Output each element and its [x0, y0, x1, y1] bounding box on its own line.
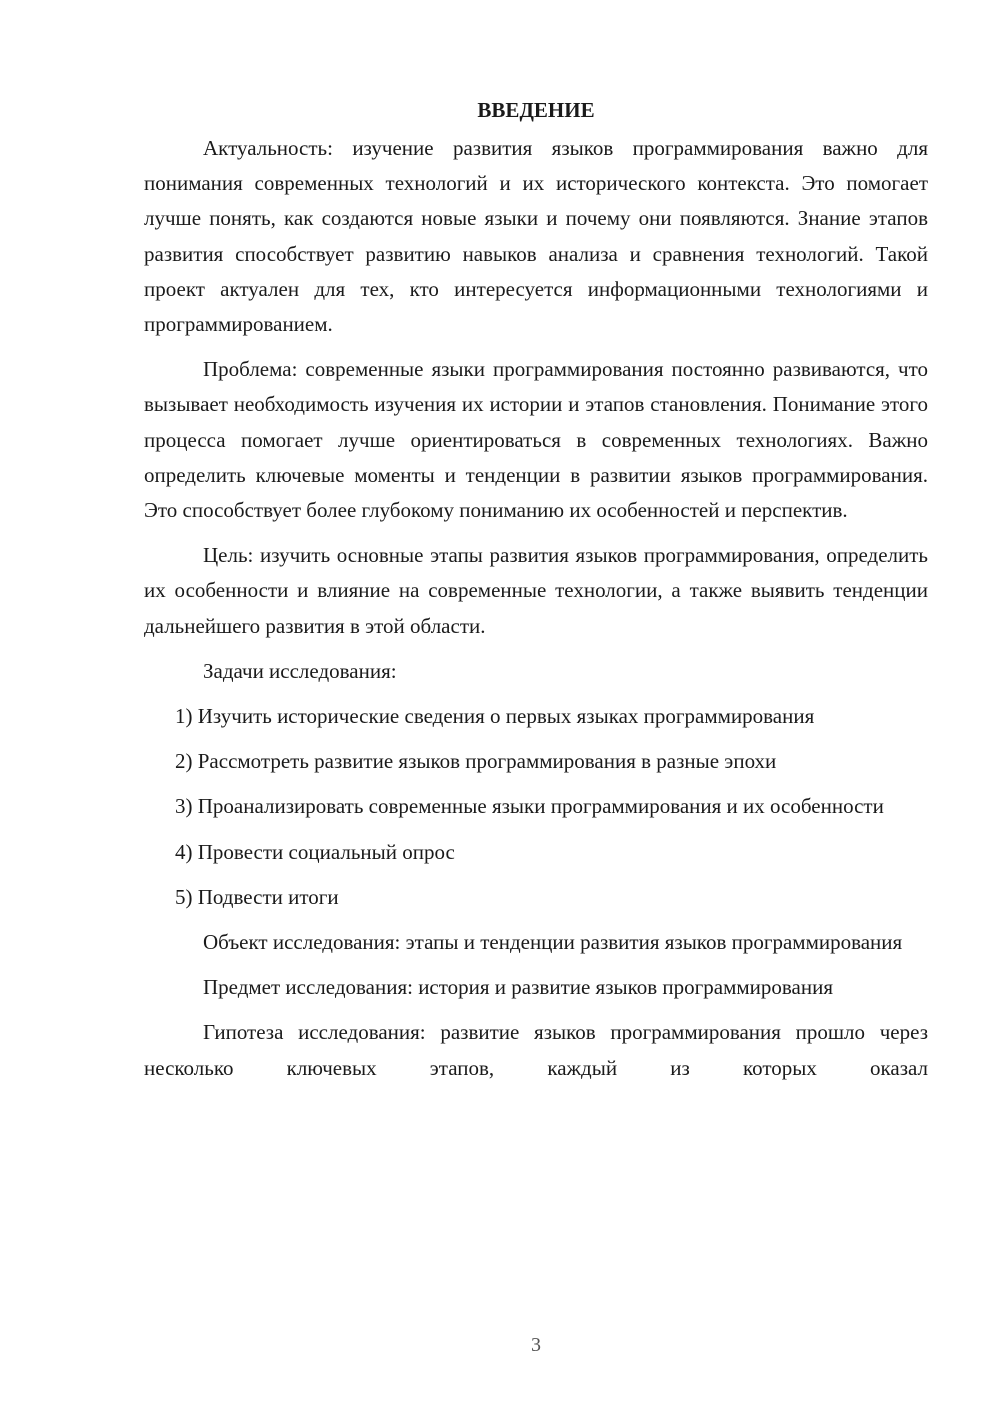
subject-paragraph: Предмет исследования: история и развитие языков программирования — [203, 975, 833, 1000]
tasks-heading: Задачи исследования: — [203, 658, 397, 683]
hypothesis-paragraph: Гипотеза исследования: развитие языков программирования прошло через несколько ключевых этапов, каждый из которых оказал — [144, 1020, 928, 1080]
relevance-paragraph: Актуальность: изучение развития языков программирования важно для понимания современных технологий и их исторического контекста. Это помогает лучше понять, как создаются новые языки и почему они появляются. Знание этапов развития способствует развитию навыков анализа и сравнения технологий. Такой проект актуален для тех, кто интересуется информационными технологиями и программированием. — [144, 136, 928, 337]
tasks-list — [144, 699, 928, 915]
list-item: 1) Изучить исторические сведения о первых языках программирования — [175, 704, 815, 729]
section-title: ВВЕДЕНИЕ — [477, 98, 595, 122]
object-paragraph: Объект исследования: этапы и тенденции развития языков программирования — [203, 930, 903, 955]
list-item: 2) Рассмотреть развитие языков программирования в разные эпохи — [175, 749, 777, 774]
document-page — [144, 95, 928, 1096]
goal-paragraph: Цель: изучить основные этапы развития языков программирования, определить их особенности и влияние на современные технологии, а также выявить тенденции дальнейшего развития в этой области. — [144, 543, 928, 638]
list-item: 3) Проанализировать современные языки программирования и их особенности — [175, 794, 884, 819]
problem-paragraph: Проблема: современные языки программирования постоянно развиваются, что вызывает необходимость изучения их истории и этапов становления. Понимание этого процесса помогает лучше ориентироваться в современных технологиях. Важно определить ключевые моменты и тенденции в развитии языков программирования. Это способствует более глубокому пониманию их особенностей и перспектив. — [144, 357, 928, 523]
page-number: 3 — [531, 1334, 541, 1356]
list-item: 4) Провести социальный опрос — [175, 839, 455, 864]
list-item: 5) Подвести итоги — [175, 884, 339, 909]
